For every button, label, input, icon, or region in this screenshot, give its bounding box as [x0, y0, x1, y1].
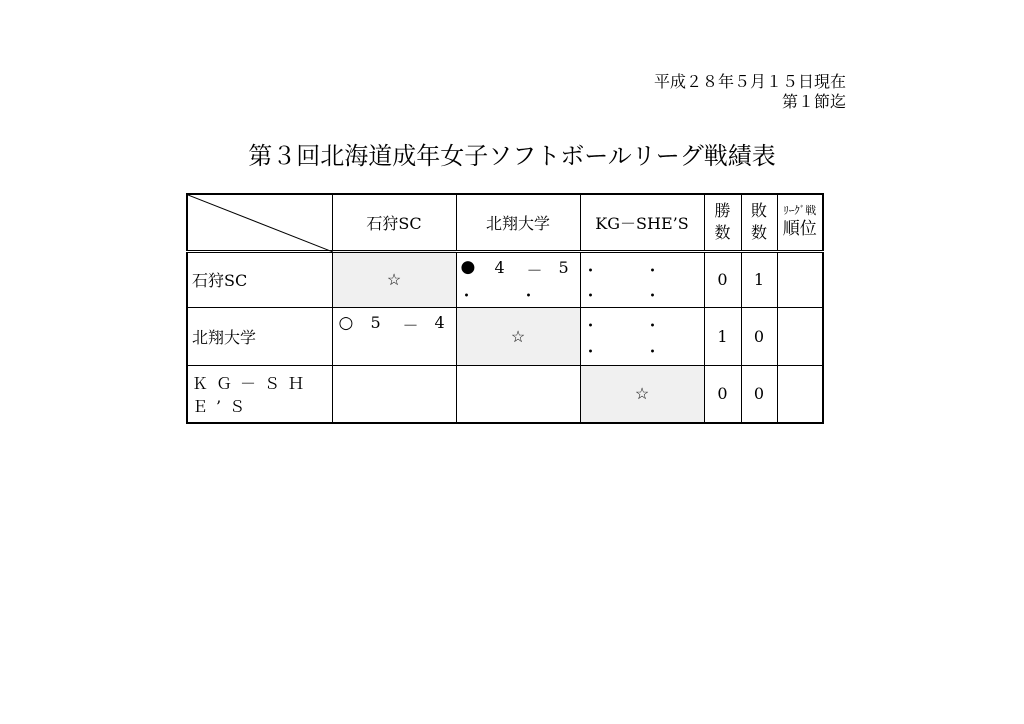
header-row [187, 194, 823, 251]
self-match-cell: ☆ [580, 365, 704, 423]
col-header-wins [704, 194, 741, 251]
losses-label-2: 数 [750, 223, 767, 243]
result-cell-empty [456, 365, 580, 423]
rank-value [777, 365, 823, 423]
result-cell [456, 251, 580, 307]
dot: ・ [582, 260, 599, 280]
table-row [187, 307, 823, 365]
score-dash: － [526, 260, 543, 280]
rank-value [777, 251, 823, 307]
losses-value: 1 [741, 251, 777, 307]
row-team-name: 石狩SC [187, 251, 332, 307]
dot: ・ [582, 285, 599, 305]
page-title: 第３回北海道成年女子ソフトボールリーグ戦績表 [248, 142, 776, 170]
rank-label-top: ﾘｰｸﾞ戦 [783, 204, 817, 218]
as-of-date: 平成２８年５月１５日現在 [653, 72, 846, 91]
col-header-ishikari: 石狩SC [332, 194, 456, 251]
score-for: 4 [494, 257, 505, 277]
dot: ・ [644, 341, 661, 361]
wins-value: 0 [704, 251, 741, 307]
score-against: 4 [434, 312, 445, 332]
result-cell [580, 251, 704, 307]
standings-table [186, 193, 824, 424]
col-header-losses [741, 194, 777, 251]
score-for: 5 [370, 312, 381, 332]
result-cell-empty [332, 365, 456, 423]
dot: ・ [644, 315, 661, 335]
table-row [187, 365, 823, 423]
dot: ・ [520, 285, 537, 305]
row-team-name: 北翔大学 [187, 307, 332, 365]
round-label: 第１節迄 [781, 92, 846, 111]
loss-mark: ● [460, 256, 476, 277]
row-team-name: ＫＧ－ＳＨＥ’Ｓ [187, 365, 332, 423]
table-row [187, 251, 823, 307]
dot: ・ [644, 260, 661, 280]
dot: ・ [458, 285, 475, 305]
self-match-cell: ☆ [332, 251, 456, 307]
wins-value: 1 [704, 307, 741, 365]
rank-value [777, 307, 823, 365]
win-mark: ○ [338, 312, 354, 333]
losses-value: 0 [741, 307, 777, 365]
losses-label-1: 敗 [750, 201, 767, 221]
wins-value: 0 [704, 365, 741, 423]
rank-label-bottom: 順位 [782, 219, 817, 240]
wins-label-1: 勝 [714, 201, 731, 221]
losses-value: 0 [741, 365, 777, 423]
dot: ・ [644, 285, 661, 305]
col-header-hokusho: 北翔大学 [456, 194, 580, 251]
dot: ・ [582, 341, 599, 361]
self-match-cell: ☆ [456, 307, 580, 365]
score-dash: － [402, 315, 419, 335]
result-cell [332, 307, 456, 365]
col-header-rank [777, 194, 823, 251]
col-header-kg-shes: KG－SHE’S [580, 194, 704, 251]
corner-cell [187, 194, 332, 251]
dot: ・ [582, 315, 599, 335]
diagonal-line [188, 195, 333, 252]
date-block [654, 72, 846, 112]
wins-label-2: 数 [714, 223, 731, 243]
score-against: 5 [558, 257, 569, 277]
result-cell [580, 307, 704, 365]
